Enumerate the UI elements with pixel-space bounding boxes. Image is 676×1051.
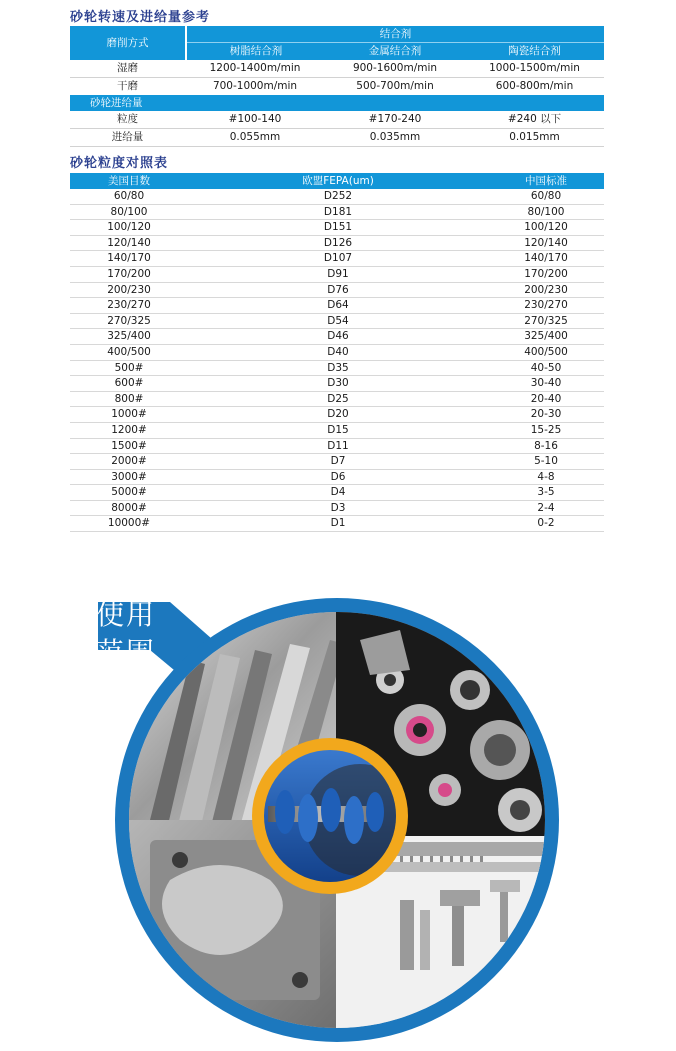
table-row xyxy=(70,376,604,392)
table-row xyxy=(70,516,604,532)
cell-value: 1200-1400m/min xyxy=(209,62,301,74)
grit-comparison-table xyxy=(70,173,604,532)
table-cell: 80/100 xyxy=(110,205,148,218)
table-row xyxy=(70,392,604,408)
table-cell: 0-2 xyxy=(537,517,555,530)
cell-value: #100-140 xyxy=(228,113,282,125)
table-cell: 800# xyxy=(114,392,144,405)
feed-row-grit xyxy=(70,111,604,129)
cell-value: 700-1000m/min xyxy=(212,80,298,92)
row-label: 粒度 xyxy=(117,113,138,125)
table-cell: 120/140 xyxy=(524,236,568,249)
speed-feed-header xyxy=(70,26,604,60)
table-row xyxy=(70,220,604,236)
table-cell: 2000# xyxy=(111,455,147,468)
cell-value: #170-240 xyxy=(368,113,422,125)
table-cell: 60/80 xyxy=(113,190,145,202)
table-cell: D181 xyxy=(323,205,353,218)
table-cell: 20-30 xyxy=(530,408,562,421)
usage-label-line1: 使用 xyxy=(96,598,157,631)
cell-value: 600-800m/min xyxy=(495,80,574,92)
table-row xyxy=(70,470,604,486)
table-cell: D4 xyxy=(330,486,346,499)
table-cell: 60/80 xyxy=(530,190,562,202)
table-cell: D107 xyxy=(323,252,353,265)
table-cell: 3000# xyxy=(111,470,147,483)
table-row xyxy=(70,423,604,439)
table-cell: 500# xyxy=(114,361,144,374)
table-cell: 400/500 xyxy=(524,345,568,358)
table-cell: 400/500 xyxy=(107,345,151,358)
table-cell: D6 xyxy=(330,470,346,483)
table-cell: 1500# xyxy=(111,439,147,452)
table-cell: D91 xyxy=(327,267,349,280)
header-method: 磨削方式 xyxy=(70,26,185,60)
table-cell: D40 xyxy=(327,345,349,358)
table-row xyxy=(70,314,604,330)
table-cell: 8000# xyxy=(111,501,147,514)
table-cell: 5-10 xyxy=(534,455,558,468)
table-cell: 40-50 xyxy=(530,361,562,374)
cell-value: 500-700m/min xyxy=(356,80,434,92)
table-row xyxy=(70,189,604,205)
table-cell: 1200# xyxy=(111,423,147,436)
header-resin: 树脂结合剂 xyxy=(229,45,283,57)
table-cell: 120/140 xyxy=(107,236,151,249)
table-cell: 170/200 xyxy=(524,267,568,280)
table-cell: D126 xyxy=(323,236,353,249)
table-row xyxy=(70,439,604,455)
table-cell: 140/170 xyxy=(524,252,568,265)
feed-row-amount xyxy=(70,129,604,147)
table-cell: D151 xyxy=(323,221,353,234)
row-label: 干磨 xyxy=(117,80,138,92)
table-cell: 270/325 xyxy=(107,314,151,327)
table-cell: 30-40 xyxy=(530,377,562,390)
header-binder-group xyxy=(187,26,604,60)
table-cell: 8-16 xyxy=(534,439,558,452)
table-row xyxy=(70,345,604,361)
header-china-standard: 中国标准 xyxy=(525,175,567,187)
table-cell: 4-8 xyxy=(537,470,555,483)
table-cell: D76 xyxy=(327,283,349,296)
table-cell: 325/400 xyxy=(107,330,151,343)
cell-value: #240 以下 xyxy=(507,113,562,125)
table-cell: 15-25 xyxy=(530,423,562,436)
speed-feed-table xyxy=(70,26,604,147)
feed-section-bar: 砂轮进给量 xyxy=(70,95,604,111)
header-metal: 金属结合剂 xyxy=(368,45,422,57)
table-cell: D64 xyxy=(327,299,349,312)
table-cell: 100/120 xyxy=(107,221,151,234)
table-cell: 20-40 xyxy=(530,392,562,405)
table-cell: 100/120 xyxy=(524,221,568,234)
header-ceramic: 陶瓷结合剂 xyxy=(508,45,561,57)
speed-row-dry xyxy=(70,78,604,95)
table-row xyxy=(70,501,604,517)
table-cell: 140/170 xyxy=(107,252,151,265)
table-row xyxy=(70,361,604,377)
table-cell: D35 xyxy=(327,361,349,374)
cell-value: 0.055mm xyxy=(229,131,281,143)
table-cell: D25 xyxy=(327,392,349,405)
speed-row-wet xyxy=(70,60,604,78)
section-title-grit-table: 砂轮粒度对照表 xyxy=(70,156,169,171)
table-cell: D252 xyxy=(323,190,353,202)
cell-value: 0.035mm xyxy=(369,131,421,143)
table-cell: D15 xyxy=(327,423,349,436)
table-cell: 80/100 xyxy=(527,205,565,218)
table-cell: 1000# xyxy=(111,408,147,421)
table-row xyxy=(70,205,604,221)
usage-range-graphic xyxy=(0,580,676,1047)
grit-table-body xyxy=(70,189,604,532)
table-cell: 3-5 xyxy=(537,486,555,499)
cell-value: 1000-1500m/min xyxy=(489,62,580,74)
table-cell: 270/325 xyxy=(524,314,568,327)
header-fepa: 欧盟FEPA(um) xyxy=(302,175,374,187)
table-cell: D30 xyxy=(327,377,349,390)
table-cell: 5000# xyxy=(111,486,147,499)
table-row xyxy=(70,407,604,423)
table-cell: 230/270 xyxy=(524,299,568,312)
row-label: 湿磨 xyxy=(117,62,138,74)
table-cell: D20 xyxy=(327,408,349,421)
table-cell: D46 xyxy=(327,330,349,343)
table-cell: D7 xyxy=(330,455,346,468)
table-cell: 325/400 xyxy=(524,330,568,343)
table-cell: D11 xyxy=(327,439,349,452)
header-binder: 结合剂 xyxy=(187,26,604,43)
row-label: 进给量 xyxy=(111,131,144,143)
cell-value: 0.015mm xyxy=(509,131,560,143)
table-row xyxy=(70,236,604,252)
usage-label-line2: 范围 xyxy=(96,636,157,669)
table-cell: 200/230 xyxy=(524,283,568,296)
table-cell: 170/200 xyxy=(107,267,151,280)
table-row xyxy=(70,267,604,283)
header-us-mesh: 美国目数 xyxy=(108,175,150,187)
cell-value: 900-1600m/min xyxy=(352,62,438,74)
usage-range-illustration xyxy=(0,580,676,1047)
table-row xyxy=(70,283,604,299)
table-cell: 600# xyxy=(114,377,144,390)
table-cell: 230/270 xyxy=(107,299,151,312)
table-row xyxy=(70,485,604,501)
table-cell: 2-4 xyxy=(537,501,555,514)
table-row xyxy=(70,298,604,314)
table-cell: 200/230 xyxy=(107,283,151,296)
table-cell: D1 xyxy=(330,517,346,530)
grit-table-header xyxy=(70,173,604,189)
table-row xyxy=(70,454,604,470)
table-cell: 10000# xyxy=(107,517,151,530)
table-row xyxy=(70,251,604,267)
table-cell: D3 xyxy=(330,501,346,514)
section-title-speed-feed: 砂轮转速及进给量参考 xyxy=(70,10,211,25)
table-row xyxy=(70,329,604,345)
table-cell: D54 xyxy=(327,314,349,327)
